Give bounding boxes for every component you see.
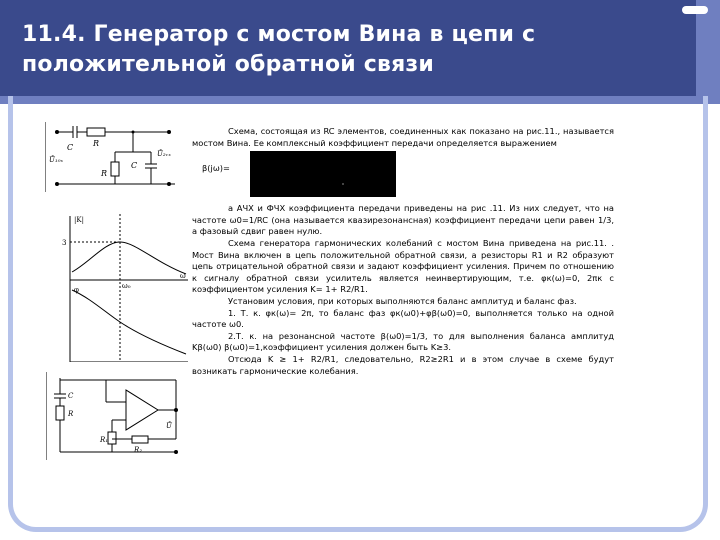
paragraph-response: а АЧХ и ФЧХ коэффициента передачи приведены на рис .11. Из них следует, что на частоте ω0=1/RC (она называется квазирезонансная) коэффициент передачи цепи равен 1/3, а фазовый сдвиг равен нулю. bbox=[192, 203, 614, 237]
paragraph-amplitude-balance: 2.Т. к. на резонансной частоте β(ω0)=1/3, то для выполнения баланса амплитуд Kβ(ω0) β(ω0)=1,коэффициент усиления должен быть K≥3. bbox=[192, 330, 614, 353]
formula-image bbox=[250, 151, 396, 197]
wien-bridge-circuit-diagram bbox=[45, 122, 185, 192]
label-uout: Ů₂ᵥₓ bbox=[157, 150, 171, 158]
label-omega0: ω₀ bbox=[122, 282, 131, 290]
label-three: 3 bbox=[62, 239, 67, 247]
slide-title: 11.4. Генератор с мостом Вина в цепи с положительной обратной связи bbox=[22, 22, 536, 77]
label-uin: Ů₁₀ₓ bbox=[49, 156, 63, 164]
wien-bridge-circuit-figure bbox=[45, 122, 185, 192]
header-decoration bbox=[682, 6, 708, 14]
label-r1: R bbox=[93, 139, 100, 148]
generator-schematic-figure bbox=[46, 372, 186, 460]
label-r2: R₂ bbox=[134, 446, 143, 454]
paragraph-conclusion: Отсюда K ≥ 1+ R2/R1, следовательно, R2≥2R1 и в этом случае в схеме будут возникать гармонические колебания. bbox=[192, 353, 614, 376]
paragraph-generator: Схема генератора гармонических колебаний с мостом Вина приведена на рис.11. . Мост Вина включен в цепь положительной обратной связи, а резисторы R1 и R2 образуют цепь отрицательной обратной связи и задают коэффициент усиления. Причем по отношению к сигналу обратной связи усилитель является неинвертирующим, т.е. φк(ω)=0, 2πк с коэффициентом усиления K= 1+ R2/R1. bbox=[192, 237, 614, 295]
label-r1: R₁ bbox=[100, 436, 109, 444]
label-c2: C bbox=[131, 161, 138, 170]
paragraph-intro: Схема, состоящая из RC элементов, соединенных как показано на рис.11., называется мостом Вина. Ее комплексный коэффициент передачи определяется выражением bbox=[192, 126, 614, 148]
label-omega: ω bbox=[180, 272, 186, 280]
label-r: R bbox=[68, 410, 74, 418]
label-r2: R bbox=[101, 169, 108, 178]
frequency-response-figure bbox=[60, 212, 190, 362]
slide-header bbox=[0, 0, 720, 104]
formula-dot bbox=[342, 183, 344, 185]
generator-schematic-diagram bbox=[46, 372, 186, 460]
label-uout: Ů bbox=[166, 422, 172, 430]
label-c: C bbox=[68, 392, 74, 400]
label-k: |K| bbox=[74, 216, 84, 224]
label-phi: φ bbox=[74, 286, 79, 294]
paragraph-phase-balance: 1. Т. к. φк(ω)= 2π, то баланс фаз φк(ω0)+φβ(ω0)=0, выполняется только на одной частоте ω0. bbox=[192, 307, 614, 330]
body-text bbox=[192, 126, 614, 377]
frequency-response-plot bbox=[60, 212, 190, 362]
header-stripe-right bbox=[696, 0, 720, 104]
label-c1: C bbox=[67, 143, 74, 152]
paragraph-conditions: Установим условия, при которых выполняются баланс амплитуд и баланс фаз. bbox=[228, 295, 577, 306]
formula-label: β(jω)= bbox=[202, 163, 230, 174]
formula-row bbox=[192, 153, 614, 199]
